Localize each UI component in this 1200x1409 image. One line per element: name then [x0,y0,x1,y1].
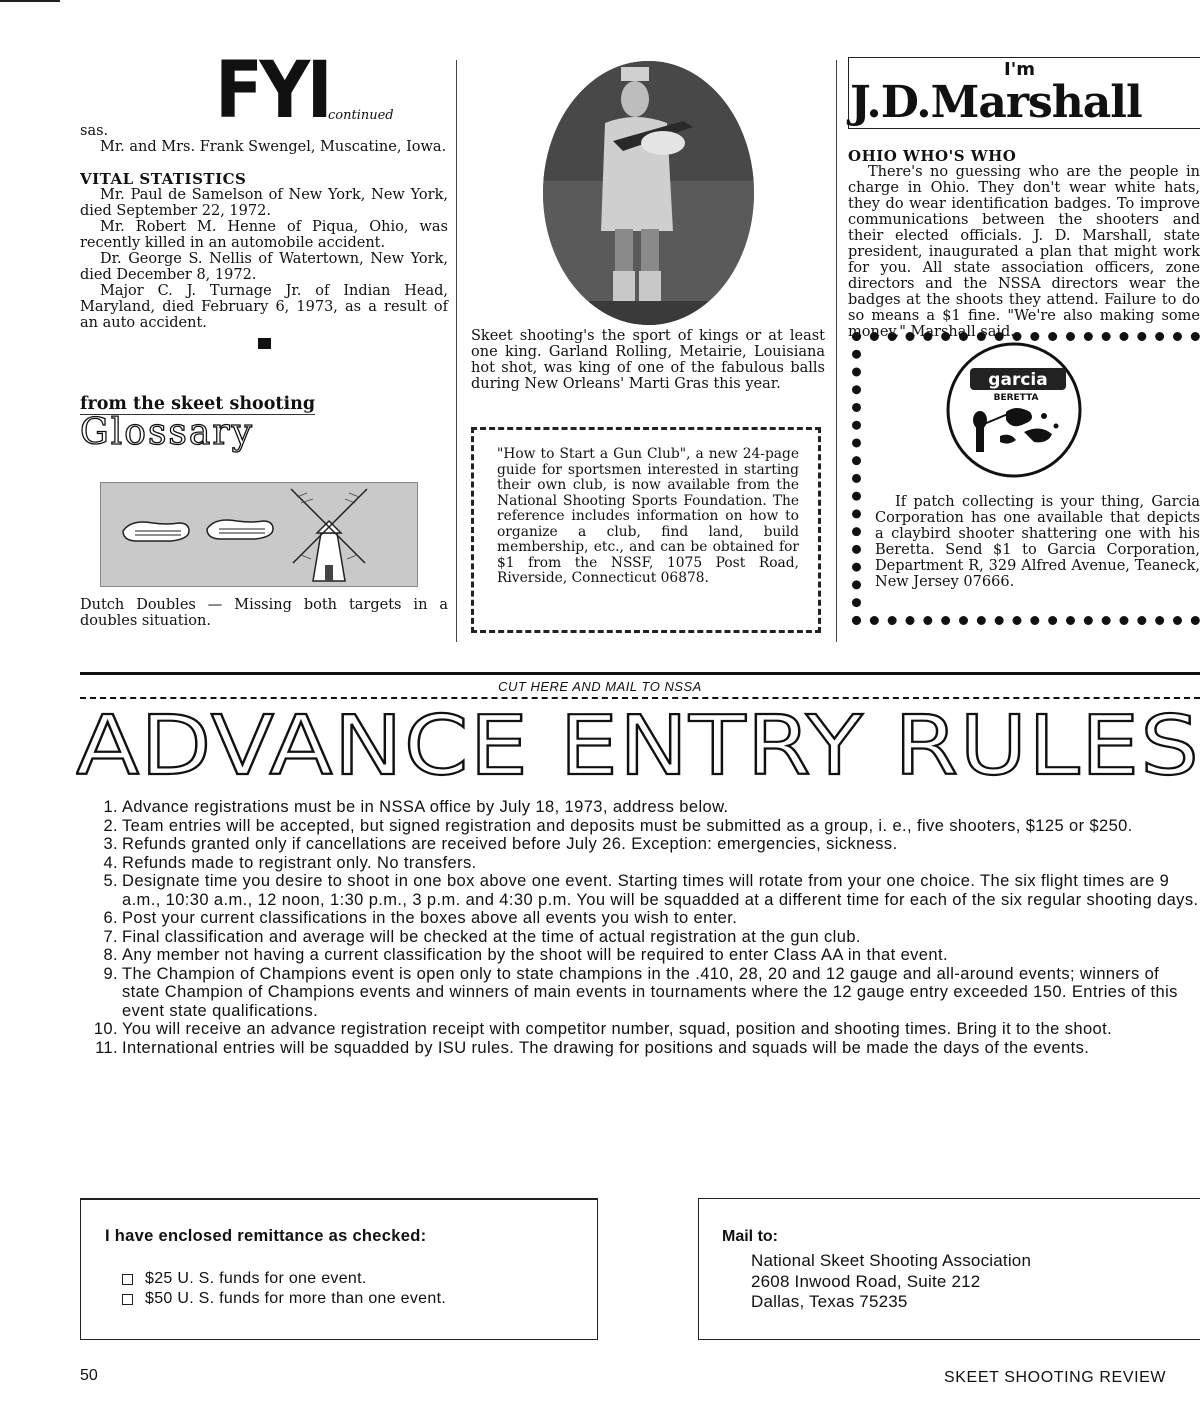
rule-item [80,1039,1200,1058]
rule-text: Final classification and average will be checked at the time of actual registration at the gun club. [122,927,861,946]
fyi-title: FYI [215,46,330,136]
rule-number: 1. [103,798,118,816]
rule-number: 10. [93,1020,118,1038]
patch-brand: garcia [988,370,1048,390]
section-rule [80,672,1200,675]
ohio-whos-who [848,148,1200,340]
vital-item: Mr. Robert M. Henne of Piqua, Ohio, was recently killed in an automobile accident. [80,219,448,251]
address-line: 2608 Inwood Road, Suite 212 [751,1271,981,1291]
rule-number: 4. [103,853,118,872]
rule-number: 9. [103,964,118,983]
advance-entry-rules-title [76,702,1200,782]
rule-number: 11. [95,1038,118,1057]
glossary-kicker: from the skeet shooting [80,394,316,414]
rule-number: 3. [103,835,118,853]
rule-item [80,909,1200,928]
gun-club-text: "How to Start a Gun Club", a new 24-page guide for sportsmen interested in starting their own club, is now available from the National Shooting Sports Foundation. The reference includes information on how to organize a club, find land, build membership, etc., and can be obtained for $1 from the NSSF, 1075 Post Road, Riverside, Connecticut 06878. [497,446,799,586]
page-number: 50 [80,1367,98,1384]
rule-number: 7. [103,927,118,946]
remittance-box-top [80,1198,598,1200]
costumed-shooter-photo-icon [543,61,754,325]
vital-statistics-heading: VITAL STATISTICS [80,170,247,188]
rule-item [80,854,1200,873]
dutch-doubles-illustration [100,482,418,587]
garcia-beretta-patch [944,340,1084,480]
rule-text: Refunds granted only if cancellations are received before July 26. Exception: emergencies, sickness. [122,835,898,853]
rule-text: Refunds made to registrant only. No transfers. [122,853,477,872]
glossary-title: Glossary [80,412,254,453]
rule-text: Designate time you desire to shoot in one box above one event. Starting times will rotate from your one choice. The six flight times are 9 a.m., 10:30 a.m., 12 noon, 1:30 p.m., 3 p.m. and 4:30 p.m. You will be squadded at a different time for each of the six regular shooting days. [122,872,1199,909]
rule-text: International entries will be squadded by ISU rules. The drawing for positions and squads will be made the days of the events. [122,1038,1090,1057]
rule-item [80,965,1200,1021]
vital-item: Dr. George S. Nellis of Watertown, New York, died December 8, 1972. [80,251,448,283]
rule-item [80,798,1200,817]
advance-entry-rules-text: ADVANCE ENTRY RULES [76,702,1200,782]
checkbox[interactable] [122,1274,133,1285]
cut-here-label: CUT HERE AND MAIL TO NSSA [498,679,702,694]
mail-to-title: Mail to: [722,1228,778,1245]
fyi-intro-line: sas. [80,123,109,139]
rules-list [80,798,1200,1057]
jd-name: J.D.Marshall [850,77,1142,128]
address-line: National Skeet Shooting Association [751,1251,1032,1270]
rule-text: Post your current classifications in the boxes above all events you wish to enter. [122,909,738,927]
column-divider [836,60,837,642]
rule-text: The Champion of Champions event is open only to state champions in the .410, 28, 20 and 12 gauge and all-around events; winners of state Champion of Champions events and winners of main events in tournaments where the 12 gauge entry exceeded 150. Entries of this event state qualifications. [122,964,1183,1020]
checkbox[interactable] [122,1294,133,1305]
rule-item [80,1020,1200,1039]
remittance-box [80,1198,598,1340]
rule-item [80,928,1200,947]
rule-text: Any member not having a current classification by the shoot will be required to enter Class AA in that event. [122,946,948,964]
rule-item [80,946,1200,965]
rule-item [80,835,1200,854]
vital-item: Mr. Paul de Samelson of New York, New York, died September 22, 1972. [80,187,448,219]
patch-sub: BERETTA [993,393,1039,403]
remittance-option-label: $25 U. S. funds for one event. [145,1270,367,1287]
rule-item [80,872,1200,909]
rule-text: Advance registrations must be in NSSA office by July 18, 1973, address below. [122,798,729,816]
patch-text [875,494,1200,590]
remittance-title: I have enclosed remittance as checked: [105,1227,427,1245]
remittance-option-label: $50 U. S. funds for more than one event. [145,1290,447,1307]
glossary-caption: Dutch Doubles — Missing both targets in a doubles situation. [80,597,448,629]
fyi-continued: continued [328,108,394,123]
publication-name: SKEET SHOOTING REVIEW [944,1369,1167,1386]
remittance-option[interactable] [122,1270,367,1288]
jd-kicker: I'm [1004,59,1035,80]
mail-address [751,1251,1031,1313]
rule-number: 5. [103,872,118,890]
fyi-body [80,123,448,349]
end-mark [258,338,271,349]
remittance-option[interactable] [122,1290,446,1308]
patch-paragraph: If patch collecting is your thing, Garcia Corporation has one available that depicts a claybird shooter shattering one with his Beretta. Send $1 to Garcia Corporation, Department R, 329 Alfred Avenue, Teaneck, New Jersey 07666. [875,494,1200,590]
corner-rule [0,0,60,2]
vital-item: Major C. J. Turnage Jr. of Indian Head, Maryland, died February 6, 1973, as a result of an auto accident. [80,283,448,331]
column-divider [456,60,457,642]
rule-number: 6. [103,909,118,927]
cut-line [80,697,1200,699]
king-caption: Skeet shooting's the sport of kings or at least one king. Garland Rolling, Metairie, Louisiana hot shot, was king of one of the fabulous balls during New Orleans' Marti Gras this year. [471,328,825,392]
rule-text: You will receive an advance registration receipt with competitor number, squad, position and shooting times. Bring it to the shoot. [122,1020,1113,1038]
clogs-windmill-icon [101,483,417,586]
rule-text: Team entries will be accepted, but signed registration and deposits must be submitted as a group, i. e., five shooters, $125 or $250. [122,816,1133,835]
ohio-body: There's no guessing who are the people in charge in Ohio. They don't wear white hats, they do wear identification badges. To improve communications between the shooters and their elected officials. J. D. Marshall, state president, inaugurated a plan that might work for you. All state association officers, zone directors and the NSSA directors wear the badges at the shoots they attend. Failure to do so means a $1 fine. "We're also making some money," Marshall said. [848,164,1200,340]
rule-number: 8. [103,946,118,964]
fyi-intro-line: Mr. and Mrs. Frank Swengel, Muscatine, Iowa. [100,139,447,155]
address-line: Dallas, Texas 75235 [751,1292,908,1311]
king-photo [543,61,754,325]
rule-item [80,817,1200,836]
ohio-heading: OHIO WHO'S WHO [848,148,1017,165]
rule-number: 2. [103,816,118,835]
